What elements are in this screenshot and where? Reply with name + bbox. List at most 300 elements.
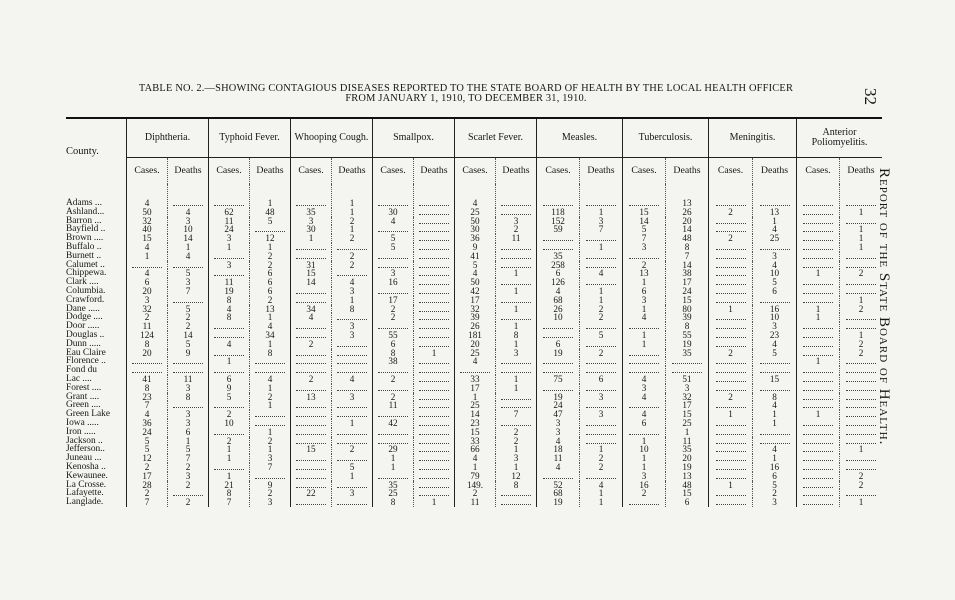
cases-cell: 14 [455,410,496,419]
header-row-diseases [66,118,882,158]
empty-cell-dots [296,437,326,444]
empty-cell-dots [337,437,367,444]
deaths-cell: 13 [753,208,797,217]
cases-cell [797,419,840,428]
empty-cell-dots [378,322,408,329]
county-name: Iron ..... [66,426,96,437]
cases-cell: 2 [209,437,250,446]
county-name: Eau Claire [66,347,106,358]
empty-cell-dots [716,375,746,382]
cases-header: Cases. [797,158,840,185]
disease-header: Diphtheria. [127,118,209,158]
empty-cell-dots [803,199,833,206]
empty-cell-dots [337,357,367,364]
deaths-cell: 10 [753,269,797,278]
deaths-cell [496,184,537,208]
deaths-cell [840,428,883,437]
deaths-cell: 8 [332,305,373,314]
empty-cell-dots [586,199,616,206]
deaths-cell: 2 [250,261,291,270]
cases-cell: 4 [455,454,496,463]
deaths-cell: 1 [840,498,883,507]
cases-cell [291,454,332,463]
deaths-cell [840,357,883,366]
empty-cell-dots [419,384,449,391]
deaths-cell: 6 [580,375,623,384]
county-name: Crawford. [66,294,105,305]
empty-cell-dots [716,243,746,250]
deaths-cell: 1 [496,287,537,296]
cases-cell: 2 [709,393,753,402]
empty-cell-dots [419,225,449,232]
cases-cell: 20 [127,349,168,358]
deaths-cell: 4 [168,252,209,261]
county-name: Bayfield .. [66,224,106,235]
cases-cell: 6 [537,340,580,349]
cases-cell: 1 [127,252,168,261]
deaths-cell: 1 [332,225,373,234]
county-name: La Crosse. [66,479,107,490]
empty-cell-dots [337,269,367,276]
deaths-cell: 1 [496,375,537,384]
empty-cell-dots [846,428,876,435]
cases-cell: 36 [455,234,496,243]
deaths-cell: 1 [250,384,291,393]
cases-cell: 32 [127,305,168,314]
cases-cell: 18 [537,445,580,454]
cases-cell: 15 [291,269,332,278]
county-name: Brown .... [66,233,104,244]
empty-cell-dots [173,199,203,206]
deaths-cell: 7 [168,454,209,463]
empty-cell-dots [846,322,876,329]
cases-cell: 79 [455,472,496,481]
empty-cell-dots [586,340,616,347]
cases-cell [537,357,580,366]
empty-cell-dots [378,261,408,268]
empty-cell-dots [296,498,326,505]
deaths-cell: 48 [250,208,291,217]
deaths-cell: 3 [168,217,209,226]
deaths-cell: 5 [332,463,373,472]
cases-cell: 16 [623,481,666,490]
deaths-cell: 6 [168,428,209,437]
deaths-cell: 1 [250,428,291,437]
cases-cell: 1 [455,463,496,472]
county-name: Dane ..... [66,303,100,314]
empty-cell-dots [672,357,702,364]
empty-cell-dots [296,481,326,488]
empty-cell-dots [337,401,367,408]
deaths-cell: 3 [666,384,709,393]
cases-cell: 2 [455,489,496,498]
deaths-cell [580,252,623,261]
empty-cell-dots [296,410,326,417]
empty-cell-dots [296,454,326,461]
cases-cell [797,331,840,340]
deaths-cell [496,252,537,261]
deaths-cell [753,357,797,366]
deaths-cell: 1 [496,269,537,278]
deaths-cell [414,428,455,437]
empty-cell-dots [501,313,531,320]
deaths-cell: 1 [580,498,623,507]
cases-cell: 7 [127,498,168,507]
cases-cell: 11 [455,498,496,507]
empty-cell-dots [501,357,531,364]
empty-cell-dots [803,208,833,215]
deaths-cell: 3 [580,217,623,226]
deaths-cell: 1 [250,445,291,454]
empty-cell-dots [716,454,746,461]
county-name: Jackson .. [66,435,103,446]
deaths-cell: 1 [250,243,291,252]
deaths-cell: 4 [753,401,797,410]
cases-cell: 38 [373,357,414,366]
deaths-cell: 1 [250,340,291,349]
cases-cell: 4 [455,184,496,208]
deaths-cell [414,445,455,454]
cases-cell: 32 [127,217,168,226]
cases-cell [127,357,168,366]
empty-cell-dots [296,357,326,364]
cases-cell: 28 [127,481,168,490]
empty-cell-dots [501,489,531,496]
empty-cell-dots [716,357,746,364]
cases-cell: 75 [537,375,580,384]
deaths-cell [414,375,455,384]
empty-cell-dots [716,445,746,452]
deaths-cell: 1 [580,243,623,252]
deaths-cell: 1 [414,349,455,358]
empty-cell-dots [803,349,833,356]
empty-cell-dots [296,349,326,356]
deaths-cell: 4 [580,269,623,278]
deaths-cell [414,322,455,331]
empty-cell-dots [716,428,746,435]
deaths-cell: 3 [168,278,209,287]
county-name: Kewaunee. [66,470,108,481]
cases-cell [709,437,753,446]
deaths-cell: 2 [332,261,373,270]
deaths-cell: 3 [332,393,373,402]
empty-cell-dots [214,322,244,329]
cases-cell: 1 [455,393,496,402]
cases-cell: 36 [127,419,168,428]
county-name: Fond du [66,365,97,376]
empty-cell-dots [803,287,833,294]
deaths-cell: 3 [753,252,797,261]
empty-cell-dots [629,322,659,329]
empty-cell-dots [543,243,573,250]
empty-cell-dots [803,384,833,391]
empty-cell-dots [337,340,367,347]
cases-header: Cases. [209,158,250,185]
deaths-cell [840,401,883,410]
empty-cell-dots [337,481,367,488]
cases-cell: 1 [797,305,840,314]
deaths-cell: 34 [250,331,291,340]
cases-cell: 1 [797,357,840,366]
deaths-cell: 8 [496,481,537,490]
cases-cell: 4 [623,410,666,419]
empty-cell-dots [716,199,746,206]
deaths-cell: 2 [840,481,883,490]
cases-cell [291,428,332,437]
deaths-cell [332,340,373,349]
cases-cell [291,184,332,208]
deaths-cell [840,419,883,428]
deaths-cell: 1 [496,384,537,393]
deaths-cell: 3 [168,472,209,481]
cases-cell [709,489,753,498]
empty-cell-dots [846,454,876,461]
deaths-cell: 7 [496,410,537,419]
empty-cell-dots [846,287,876,294]
empty-cell-dots [296,331,326,338]
cases-cell: 26 [537,305,580,314]
deaths-cell: 3 [496,217,537,226]
empty-cell-dots [803,375,833,382]
deaths-cell: 6 [250,278,291,287]
empty-cell-dots [337,349,367,356]
empty-cell-dots [214,331,244,338]
cases-cell: 1 [623,278,666,287]
empty-cell-dots [803,454,833,461]
cases-cell: 17 [455,384,496,393]
deaths-cell: 15 [666,489,709,498]
deaths-cell: 6 [666,498,709,507]
cases-cell: 52 [537,481,580,490]
empty-cell-dots [803,243,833,250]
cases-cell [709,313,753,322]
cases-cell: 3 [537,419,580,428]
empty-cell-dots [501,393,531,400]
empty-cell-dots [296,472,326,479]
empty-cell-dots [586,278,616,285]
empty-cell-dots [419,331,449,338]
cases-cell: 25 [455,208,496,217]
cases-cell: 1 [623,331,666,340]
deaths-cell: 3 [496,454,537,463]
empty-cell-dots [760,437,790,444]
deaths-cell [414,252,455,261]
empty-cell-dots [803,331,833,338]
empty-cell-dots [419,401,449,408]
cases-cell [373,184,414,208]
cases-cell: 2 [209,410,250,419]
cases-cell: 31 [291,261,332,270]
cases-cell: 59 [537,225,580,234]
empty-cell-dots [716,322,746,329]
deaths-cell: 2 [496,437,537,446]
cases-cell: 4 [537,463,580,472]
empty-cell-dots [296,401,326,408]
cases-cell: 19 [537,349,580,358]
deaths-cell: 1 [580,287,623,296]
empty-cell-dots [296,252,326,259]
cases-cell: 10 [537,313,580,322]
deaths-cell: 1 [496,322,537,331]
deaths-cell: 1 [580,296,623,305]
cases-cell: 3 [373,269,414,278]
empty-cell-dots [586,419,616,426]
county-name: Green Lake [66,409,110,420]
table-row [66,184,882,208]
deaths-header: Deaths [666,158,709,185]
empty-cell-dots [586,401,616,408]
deaths-cell [840,278,883,287]
empty-cell-dots [296,428,326,435]
disease-header: Typhoid Fever. [209,118,291,158]
deaths-cell: 8 [168,393,209,402]
empty-cell-dots [214,366,244,373]
empty-cell-dots [629,401,659,408]
deaths-cell [414,261,455,270]
empty-cell-dots [543,472,573,479]
empty-cell-dots [419,375,449,382]
empty-cell-dots [803,393,833,400]
empty-cell-dots [419,340,449,347]
cases-cell [709,269,753,278]
deaths-cell: 1 [840,331,883,340]
cases-cell: 32 [455,305,496,314]
deaths-cell: 15 [666,410,709,419]
cases-cell: 1 [709,481,753,490]
empty-cell-dots [846,199,876,206]
cases-cell: 4 [623,393,666,402]
deaths-cell: 20 [666,217,709,226]
empty-cell-dots [803,463,833,470]
cases-cell: 3 [537,428,580,437]
deaths-cell: 1 [840,208,883,217]
deaths-cell: 6 [250,287,291,296]
deaths-cell: 3 [168,410,209,419]
cases-cell [291,322,332,331]
empty-cell-dots [255,410,285,417]
empty-cell-dots [378,437,408,444]
cases-header: Cases. [455,158,496,185]
cases-cell: 5 [373,234,414,243]
empty-cell-dots [501,278,531,285]
cases-cell [709,428,753,437]
cases-cell [209,184,250,208]
cases-cell: 39 [455,313,496,322]
cases-cell [291,410,332,419]
deaths-cell: 5 [753,481,797,490]
cases-cell: 26 [455,322,496,331]
cases-cell: 50 [455,217,496,226]
empty-cell-dots [296,419,326,426]
cases-header: Cases. [537,158,580,185]
deaths-header: Deaths [840,158,883,185]
empty-cell-dots [296,296,326,303]
deaths-cell: 8 [496,331,537,340]
cases-cell: 11 [209,278,250,287]
empty-cell-dots [846,261,876,268]
deaths-cell: 5 [168,269,209,278]
empty-cell-dots [337,313,367,320]
county-name: Lafayette. [66,488,104,499]
empty-cell-dots [586,322,616,329]
cases-cell: 20 [455,340,496,349]
deaths-cell: 17 [666,401,709,410]
empty-cell-dots [419,217,449,224]
cases-cell [797,481,840,490]
deaths-cell: 4 [332,375,373,384]
cases-cell [709,419,753,428]
cases-cell: 29 [373,445,414,454]
deaths-cell: 2 [332,217,373,226]
empty-cell-dots [419,269,449,276]
deaths-cell: 1 [496,305,537,314]
county-name: Florence .. [66,356,106,367]
empty-cell-dots [296,322,326,329]
empty-cell-dots [173,357,203,364]
cases-cell: 30 [373,208,414,217]
empty-cell-dots [716,419,746,426]
deaths-cell: 8 [666,322,709,331]
deaths-cell: 3 [332,287,373,296]
cases-cell: 1 [209,454,250,463]
cases-cell: 33 [455,437,496,446]
cases-cell: 4 [455,269,496,278]
cases-cell [291,243,332,252]
deaths-cell [414,313,455,322]
deaths-cell: 9 [250,481,291,490]
cases-cell: 126 [537,278,580,287]
deaths-cell: 1 [580,445,623,454]
cases-cell [797,393,840,402]
cases-cell: 6 [623,419,666,428]
cases-cell [291,419,332,428]
deaths-cell: 39 [666,313,709,322]
cases-cell: 4 [537,287,580,296]
deaths-cell: 19 [666,340,709,349]
empty-cell-dots [803,489,833,496]
cases-cell [797,489,840,498]
empty-cell-dots [419,393,449,400]
deaths-cell [840,252,883,261]
empty-cell-dots [501,419,531,426]
cases-cell: 1 [209,357,250,366]
running-side-heading: Report of the State Board of Health. [876,168,892,446]
cases-cell: 3 [209,234,250,243]
empty-cell-dots [419,305,449,312]
empty-cell-dots [803,481,833,488]
deaths-cell [414,357,455,366]
empty-cell-dots [419,454,449,461]
empty-cell-dots [716,340,746,347]
cases-cell: 1 [623,305,666,314]
cases-cell [797,498,840,507]
cases-cell: 2 [623,489,666,498]
empty-cell-dots [501,208,531,215]
empty-cell-dots [296,243,326,250]
county-name: Dodge .... [66,312,103,323]
cases-cell [797,252,840,261]
deaths-cell: 4 [250,322,291,331]
deaths-cell [840,410,883,419]
cases-cell [797,234,840,243]
cases-cell: 5 [373,243,414,252]
empty-cell-dots [803,252,833,259]
cases-cell: 15 [623,208,666,217]
cases-cell: 6 [127,278,168,287]
cases-cell: 15 [291,445,332,454]
empty-cell-dots [419,472,449,479]
cases-cell: 1 [209,445,250,454]
